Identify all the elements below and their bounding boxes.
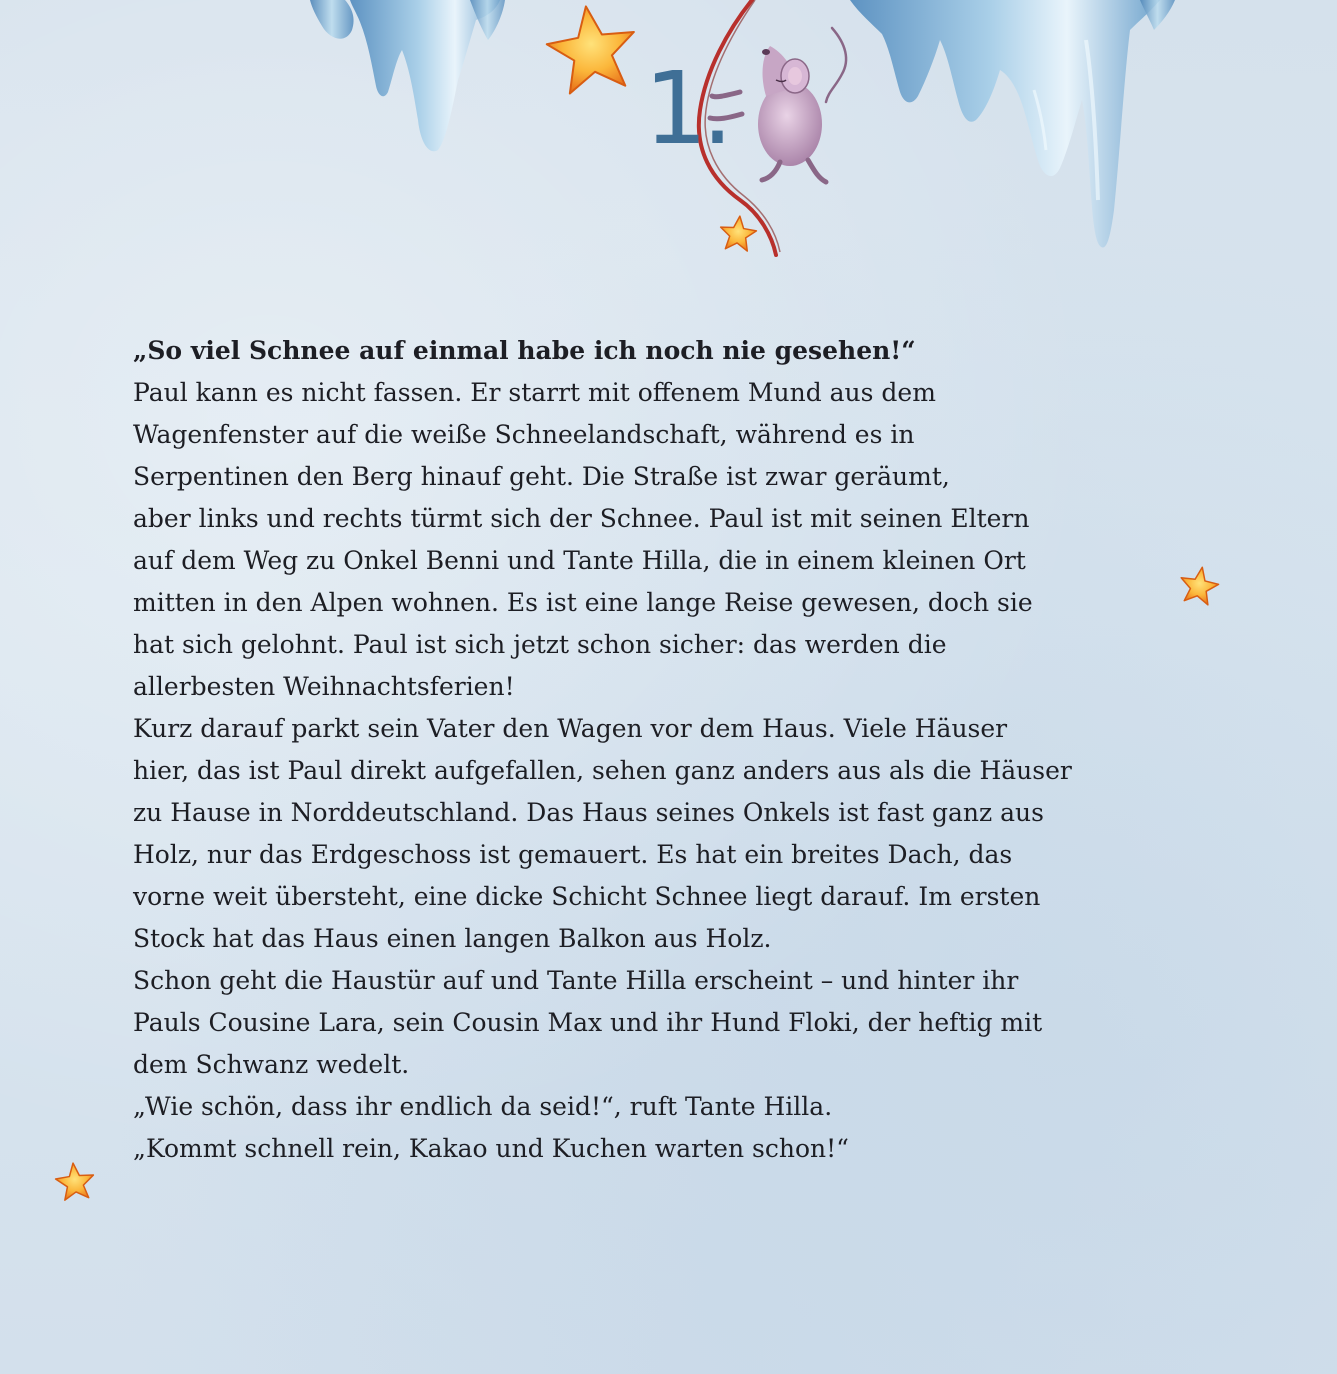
chapter-number: 1.	[644, 50, 728, 167]
story-paragraph-2: Kurz darauf parkt sein Vater den Wagen vor dem Haus. Viele Häuser hier, das ist Paul direkt aufgefallen, sehen ganz anders aus als die Häuser zu Hause in Norddeutschland. Das Haus seines Onkels ist fast ganz aus Holz, nur das Erdgeschoss ist gemauert. Es hat ein breites Dach, das vorne weit übersteht, eine dicke Schicht Schnee liegt darauf. Im ersten Stock hat das Haus einen langen Balkon aus Holz.	[133, 714, 1072, 953]
story-paragraph-4: „Wie schön, dass ihr endlich da seid!“, ruft Tante Hilla. „Kommt schnell rein, Kakao und Kuchen warten schon!“	[133, 1092, 849, 1163]
star-large-top	[542, 0, 641, 95]
story-paragraph-1: Paul kann es nicht fassen. Er starrt mit offenem Mund aus dem Wagenfenster auf die weiße Schneelandschaft, während es in Serpentinen den Berg hinauf geht. Die Straße ist zwar geräumt, aber links und rechts türmt sich der Schnee. Paul ist mit seinen Eltern auf dem Weg zu Onkel Benni und Tante Hilla, die in einem kleinen Ort mitten in den Alpen wohnen. Es ist eine lange Reise gewesen, doch sie hat sich gelohnt. Paul ist sich jetzt schon sicher: das werden die allerbesten Weihnachtsferien!	[133, 378, 1033, 701]
star-left-bottom	[54, 1161, 96, 1201]
story-text	[133, 330, 1233, 1170]
mouse-climbing-ribbon	[710, 28, 846, 182]
icicles-right	[850, 0, 1175, 248]
star-small-ribbon	[718, 214, 757, 252]
story-paragraph-3: Schon geht die Haustür auf und Tante Hilla erscheint – und hinter ihr Pauls Cousine Lara, sein Cousin Max und ihr Hund Floki, der heftig mit dem Schwanz wedelt.	[133, 966, 1043, 1079]
story-lead-line: „So viel Schnee auf einmal habe ich noch nie gesehen!“	[133, 336, 916, 365]
icicles-left	[310, 0, 505, 151]
